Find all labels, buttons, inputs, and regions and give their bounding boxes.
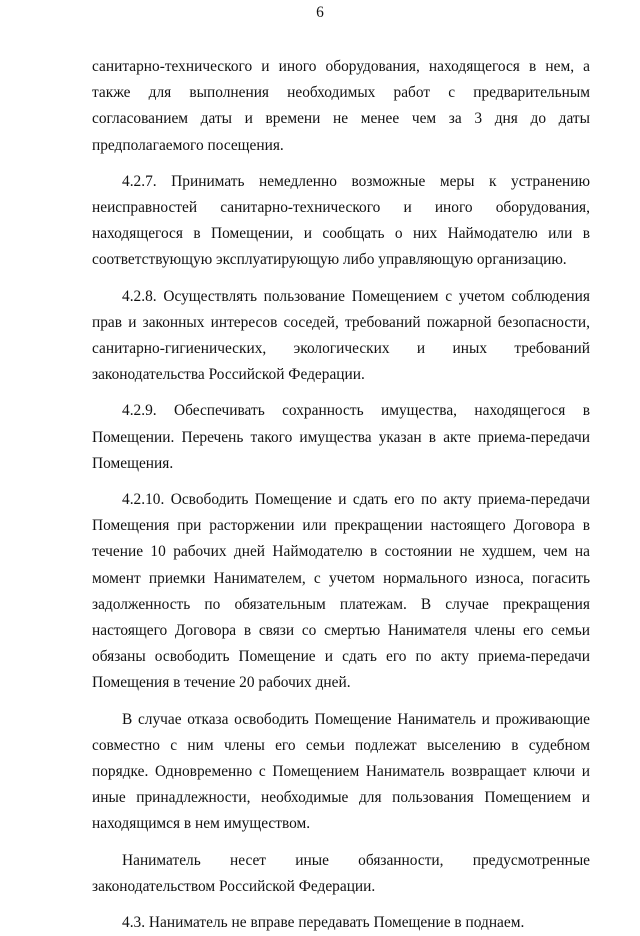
paragraph-4-2-9: 4.2.9. Обеспечивать сохранность имущества, находящегося в Помещении. Перечень такого имущества указан в акте приема-передачи Помещения.	[92, 402, 590, 472]
paragraph-4-2-10: 4.2.10. Освободить Помещение и сдать его по акту приема-передачи Помещения при расторжении или прекращении настоящего Договора в течение 10 рабочих дней Наймодателю в состоянии не худшем, чем на момент приемки Нанимателем, с учетом нормального износа, погасить задолженность по обязательным платежам. В случае прекращения настоящего Договора в связи со смертью Нанимателя члены его семьи обязаны освободить Помещение и сдать его по акту приема-передачи Помещения в течение 20 рабочих дней.	[92, 491, 590, 692]
paragraph-4-3: 4.3. Наниматель не вправе передавать Помещение в поднаем.	[122, 914, 525, 932]
paragraph-other-duties: Наниматель несет иные обязанности, предусмотренные законодательством Российской Федерации.	[92, 851, 590, 895]
document-body	[92, 54, 590, 936]
paragraph-4-2-8: 4.2.8. Осуществлять пользование Помещением с учетом соблюдения прав и законных интересов соседей, требований пожарной безопасности, санитарно-гигиенических, экологических и иных требований законодательства Российской Федерации.	[92, 287, 590, 384]
paragraph-eviction: В случае отказа освободить Помещение Наниматель и проживающие совместно с ним члены его семьи подлежат выселению в судебном порядке. Одновременно с Помещением Наниматель возвращает ключи и иные принадлежности, необходимые для пользования Помещением и находящимся в нем имуществом.	[92, 710, 590, 833]
paragraph-continuation: санитарно-технического и иного оборудования, находящегося в нем, а также для выполнения необходимых работ с предварительным согласованием даты и времени не менее чем за 3 дня до даты предполагаемого посещения.	[92, 58, 590, 154]
paragraph-4-2-7: 4.2.7. Принимать немедленно возможные меры к устранению неисправностей санитарно-технического и иного оборудования, находящегося в Помещении, и сообщать о них Наймодателю или в соответствующую эксплуатирующую либо управляющую организацию.	[92, 172, 590, 269]
page-number: 6	[316, 4, 324, 21]
